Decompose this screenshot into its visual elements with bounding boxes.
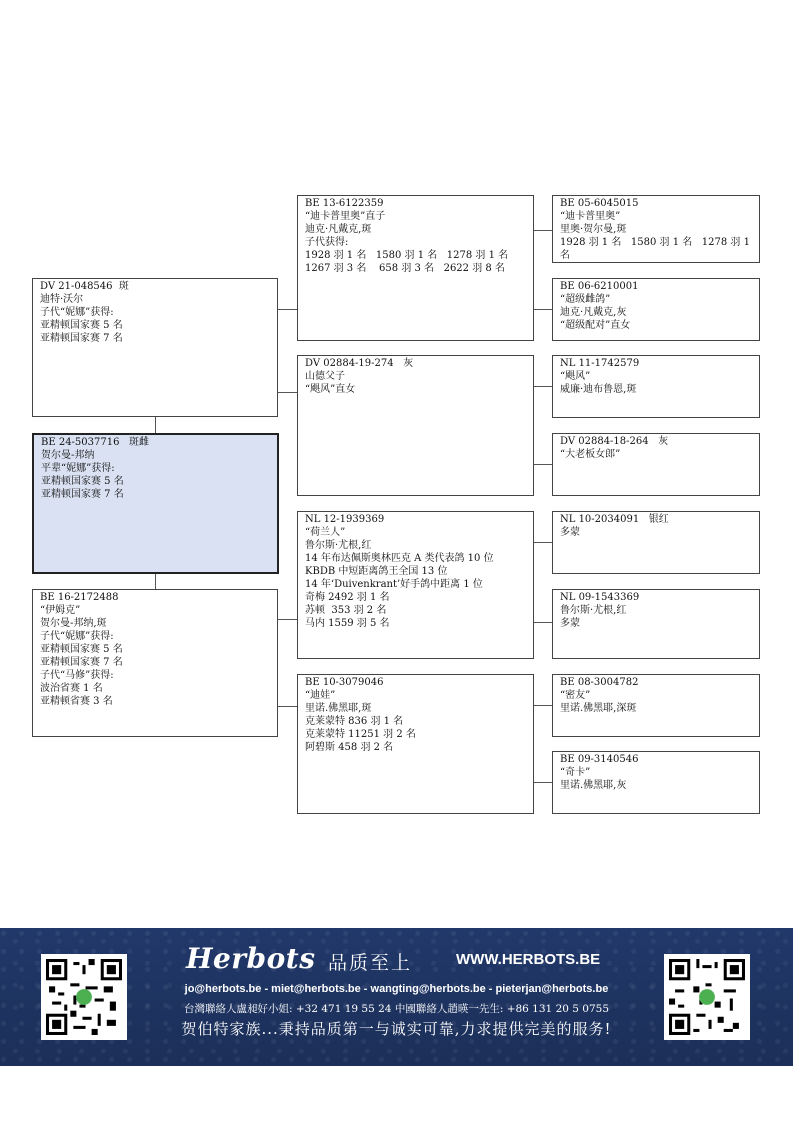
ss-line: “迪卡普里奥”直子 [305,211,386,222]
ssd-line: 迪克·凡戴克,灰 [560,307,627,318]
connector [278,706,297,707]
sd-line: DV 02884-19-274 灰 [305,358,414,369]
subject-line: BE 24-5037716 斑雌 [41,437,150,448]
sire-line: 亚精顿国家赛 5 名 [40,320,123,331]
brand-row [186,942,616,976]
dds-card [552,674,760,737]
dam-line: 亚精顿国家赛 7 名 [40,657,123,668]
sds-line: NL 11-1742579 [560,358,640,369]
dam-line: 子代“妮娜”获得: [40,631,114,642]
sire-line: 子代“妮娜”获得: [40,307,114,318]
connector [534,230,552,231]
dds-line: 里诺.佛黑耶,深斑 [560,703,637,714]
ss-line: 子代获得: [305,237,349,248]
dam-line: BE 16-2172488 [40,592,119,603]
ds-line: KBDB 中短距离鸽王全国 13 位 [305,566,448,577]
connector [534,782,552,783]
sss-line: 里奥·贺尔曼,斑 [560,224,627,235]
connector [534,542,552,543]
sdd-line: “大老板女郎” [560,449,621,460]
ddd-line: “奇卡” [560,767,591,778]
sire-line: DV 21-048546 斑 [40,281,129,292]
sss-card [552,195,760,263]
sdd-card [552,433,760,496]
dsd-card [552,589,760,659]
dd-line: 里诺.佛黑耶,斑 [305,703,372,714]
subject-line: 平辈“妮娜”获得: [41,463,115,474]
sd-line: 山德父子 [305,371,345,382]
sdd-line: DV 02884-18-264 灰 [560,436,669,447]
ssd-line: “超级雌鸽” [560,294,611,305]
dsd-line: 鲁尔斯·尤根,红 [560,605,627,616]
dss-line: 多蒙 [560,527,580,538]
sds-line: “飓风” [560,371,591,382]
dd-line: 克莱蒙特 836 羽 1 名 [305,716,404,727]
connector [534,309,552,310]
connector [278,309,297,310]
sire-sire-card [297,195,534,341]
ssd-card [552,278,760,341]
sss-line: “迪卡普里奥” [560,211,621,222]
sss-line: BE 05-6045015 [560,198,639,209]
sire-line: 亚精顿国家赛 7 名 [40,333,123,344]
connector [534,464,552,465]
ds-line: 14 年布达佩斯奥林匹克 A 类代表鸽 10 位 [305,553,494,564]
dsd-line: NL 09-1543369 [560,592,640,603]
footer-banner [0,928,793,1066]
subject-line: 亚精顿国家赛 5 名 [41,476,124,487]
tagline: 贺伯特家族...秉持品质第一与诚实可靠,力求提供完美的服务! [181,1020,612,1038]
subject-line: 贺尔曼-邦纳 [41,450,95,461]
subject-pigeon-card [32,433,279,574]
sss-line: 名 [560,250,570,261]
sire-card [32,278,278,417]
dd-line: 克莱蒙特 11251 羽 2 名 [305,729,416,740]
subject-line: 亚精顿国家赛 7 名 [41,489,124,500]
connector [278,619,297,620]
dam-line: “伊姆克” [40,605,81,616]
contact-emails[interactable]: jo@herbots.be - miet@herbots.be - wangting@herbots.be - pieterjan@herbots.be [184,983,609,995]
ds-line: 苏顿 353 羽 2 名 [305,605,387,616]
sd-line: “飓风”直女 [305,384,356,395]
herbots-logo: Herbots [186,942,316,975]
dam-card [32,589,278,737]
dss-line: NL 10-2034091 银红 [560,514,669,525]
dam-sire-card [297,511,534,659]
sss-line: 1928 羽 1 名 1580 羽 1 名 1278 羽 1 [560,237,750,248]
ds-line: 14 年‘Duivenkrant’好手鸽中距离 1 位 [305,579,483,590]
ssd-line: “超级配对”直女 [560,320,631,331]
sire-line: 迪特·沃尔 [40,294,84,305]
ss-line: BE 13-6122359 [305,198,384,209]
connector [534,705,552,706]
ss-line: 1928 羽 1 名 1580 羽 1 名 1278 羽 1 名 [305,250,509,261]
ds-line: 鲁尔斯·尤根,红 [305,540,372,551]
ds-line: NL 12-1939369 [305,514,385,525]
ssd-line: BE 06-6210001 [560,281,639,292]
ss-line: 迪克·凡戴克,斑 [305,224,372,235]
dsd-line: 多蒙 [560,618,580,629]
sire-dam-card [297,355,534,496]
dam-dam-card [297,674,534,814]
connector [278,392,297,393]
connector [534,622,552,623]
ddd-card [552,751,760,814]
dam-line: 亚精顿省赛 3 名 [40,696,113,707]
dam-line: 子代“马修”获得: [40,670,114,681]
ds-line: 马内 1559 羽 5 名 [305,618,390,629]
sds-line: 威廉·迪布鲁恩,斑 [560,384,637,395]
dd-line: BE 10-3079046 [305,677,384,688]
dam-line: 贺尔曼-邦纳,斑 [40,618,107,629]
ds-line: 奇梅 2492 羽 1 名 [305,592,390,603]
ddd-line: BE 09-3140546 [560,754,639,765]
dam-line: 波治省赛 1 名 [40,683,103,694]
ddd-line: 里诺.佛黑耶,灰 [560,780,627,791]
dd-line: 阿碧斯 458 羽 2 名 [305,742,394,753]
sds-card [552,355,760,418]
dam-line: 亚精顿国家赛 5 名 [40,644,123,655]
ss-line: 1267 羽 3 名 658 羽 3 名 2622 羽 8 名 [305,263,505,274]
website-link[interactable]: WWW.HERBOTS.BE [456,951,601,968]
dd-line: “迪娃” [305,690,336,701]
connector [155,574,156,589]
dds-line: BE 08-3004782 [560,677,639,688]
connector [155,417,156,433]
ds-line: “荷兰人” [305,527,346,538]
dds-line: “密友” [560,690,591,701]
slogan: 品质至上 [328,952,413,974]
dss-card [552,511,760,574]
connector [534,386,552,387]
contact-phones: 台灣聯絡人盧昶好小姐: +32 471 19 55 24 中國聯絡人趙暎一先生: +86 131 20 5 0755 [183,1003,610,1015]
